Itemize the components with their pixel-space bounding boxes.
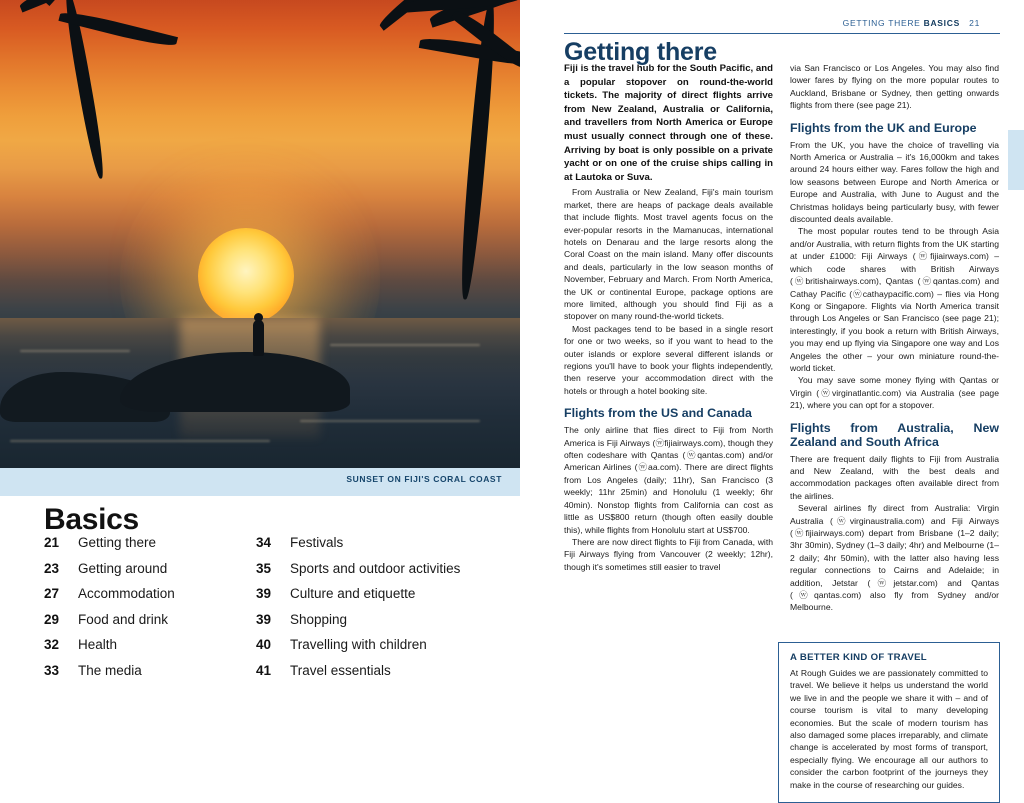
feature-box-title: A BETTER KIND OF TRAVEL — [790, 652, 927, 663]
list-item[interactable] — [256, 637, 468, 663]
running-head-section: GETTING THERE — [842, 18, 924, 28]
body-paragraph: From the UK, you have the choice of travelling via North America or Australia – it's 16,000km and takes around 24 hours either way. Fares follow the high and low seasons between Europe and North America or Europe and Australia, with June to August and the Christmas holidays being particularly busy, with fewer discounted deals available. — [790, 139, 999, 225]
list-item[interactable] — [256, 612, 468, 638]
column-1 — [564, 62, 773, 614]
body-paragraph: The most popular routes tend to be through Asia and/or Australia, with return flights from the UK starting at under £1000: Fiji Airways (ⓦfijiairways.com) – which code shares with British Airways (ⓦbritishairways.com), Qantas (ⓦqantas.com) and Cathay Pacific (ⓦcathaypacific.com) – flies via Hong Kong or Singapore. Flights via North America transit through Los Angeles or San Francisco (see page 21); interestingly, if you book a return with British Airways, you may end up flying via Singapore one way and Los Angeles the other – your own miniature round-the-world ticket. — [790, 226, 999, 373]
heading-flights-us-canada: Flights from the US and Canada — [564, 406, 752, 421]
body-paragraph: Several airlines fly direct from Australia: Virgin Australia (ⓦvirginaustralia.com) and Fiji Airways (ⓦfijiairways.com) depart from Brisbane (1–2 daily; 3hr 30min), Sydney (1–3 daily; 4hr) and Melbourne (1–2 daily; 4hr 50min), with the latter also having less regular connections to Cairns and Adelaide; in addition, Jetstar (ⓦjetstar.com) and Qantas (ⓦqantas.com) also fly from Sydney and/or Melbourne. — [790, 503, 999, 613]
body-paragraph: You may save some money flying with Qantas or Virgin (ⓦvirginatlantic.com) via Australia (see page 21), where you can opt for a stopover. — [790, 375, 999, 411]
wave-line — [330, 344, 480, 346]
sun — [198, 228, 294, 324]
table-of-contents — [44, 535, 494, 688]
toc-column-right — [256, 535, 468, 688]
running-head-chapter: BASICS — [923, 18, 960, 28]
toc-label: Getting there — [78, 535, 157, 550]
toc-label: Accommodation — [78, 586, 175, 601]
heading-flights-australia-nz-sa: Flights from Australia, New Zealand and South Africa — [790, 420, 999, 449]
palm-frond — [41, 0, 117, 6]
wave-line — [20, 350, 130, 352]
sunset-photograph — [0, 0, 520, 468]
list-item[interactable] — [256, 535, 468, 561]
body-paragraph: via San Francisco or Los Angeles. You may also find lower fares by flying on the more popular routes to Auckland, Brisbane or Sydney, then getting onwards flights from there (see page 21). — [790, 63, 999, 111]
wave-line — [300, 420, 480, 422]
heading-flights-uk-europe: Flights from the UK and Europe — [790, 120, 977, 135]
toc-page-number: 29 — [44, 611, 60, 627]
caption-bar-left-fill — [0, 468, 146, 496]
toc-label: The media — [78, 662, 142, 678]
body-paragraph: Most packages tend to be based in a single resort for one or two weeks, so if you want to head to the outer islands or explore several different islands or regions you'll have to book your flights independently, then reserve your accommodation direct with the hotels or through a hotel booking site. — [564, 323, 773, 396]
toc-page-number: 39 — [256, 586, 272, 601]
toc-label: Health — [78, 637, 118, 652]
toc-page-number: 33 — [44, 662, 60, 678]
toc-page-number: 32 — [44, 637, 60, 652]
page-number: 21 — [969, 18, 980, 28]
toc-page-number: 34 — [256, 535, 272, 550]
toc-label: Shopping — [290, 611, 348, 627]
header-rule — [564, 33, 1000, 34]
toc-page-number: 39 — [256, 611, 272, 627]
toc-label: Travel essentials — [290, 662, 391, 678]
feature-box-body: At Rough Guides we are passionately committed to travel. We believe it helps us understand the world we live in and the people we share it with – and of course tourism is vital to many developing economies. But the scale of modern tourism has also damaged some places irreparably, and climate change is accelerated by most forms of transport, especially flying. We encourage all our authors to consider the carbon footprint of the journeys they make in the course of researching our guides. — [790, 668, 988, 790]
running-head — [843, 18, 980, 28]
section-tab-marker — [1008, 130, 1024, 190]
list-item[interactable] — [44, 561, 256, 587]
right-page — [520, 0, 1024, 790]
toc-page-number: 21 — [44, 535, 60, 550]
left-page — [0, 0, 520, 786]
toc-page-number: 41 — [256, 662, 272, 678]
list-item[interactable] — [256, 561, 468, 587]
list-item[interactable] — [256, 663, 468, 689]
body-paragraph: There are frequent daily flights to Fiji from Australia and New Zealand, with the best deals and accommodation packages often available direct from the airlines. — [790, 453, 999, 501]
toc-label: Festivals — [290, 535, 344, 550]
silhouetted-person — [253, 320, 264, 356]
text-columns — [564, 62, 1000, 614]
page-title: Getting there — [564, 38, 717, 66]
list-item[interactable] — [44, 637, 256, 663]
toc-label: Travelling with children — [290, 637, 427, 652]
photo-caption: SUNSET ON FIJI'S CORAL COAST — [346, 474, 502, 484]
toc-page-number: 23 — [44, 560, 60, 576]
toc-page-number: 27 — [44, 586, 60, 601]
toc-label: Food and drink — [78, 611, 169, 627]
section-title: Basics — [44, 503, 139, 536]
toc-page-number: 35 — [256, 560, 272, 576]
toc-page-number: 40 — [256, 637, 272, 652]
toc-column-left — [44, 535, 256, 688]
feature-box — [778, 642, 1000, 803]
intro-paragraph: Fiji is the travel hub for the South Pacific, and a popular stopover on round-the-world tickets. The majority of direct flights arrive from New Zealand, Australia or California, and travellers from North America or Europe must usually connect through one of these. Arriving by boat is only possible on a private yacht or on one of the cruise ships calling in at Lautoka or Suva. — [564, 63, 773, 183]
body-paragraph: From Australia or New Zealand, Fiji's main tourism market, there are heaps of package deals available that include flights. Most travel agents focus on the ever-popular resorts in the Mamanucas, international hotels on Denarau and the large resorts along the Coral Coast on the main island. Many offer discounts and deals, particularly in the low season months of November, February and March. From North America, the UK or continental Europe, package options are more limited, although you should find Fiji as a stopover on many round-the-world tickets. — [564, 187, 773, 322]
list-item[interactable] — [44, 586, 256, 612]
list-item[interactable] — [256, 586, 468, 612]
column-2 — [790, 62, 999, 614]
list-item[interactable] — [44, 535, 256, 561]
body-paragraph: The only airline that flies direct to Fiji from North America is Fiji Airways (ⓦfijiairways.com), though they often codeshare with Qantas (ⓦqantas.com) and/or American Airlines (ⓦaa.com). There are direct flights from Los Angeles (daily; 11hr), San Francisco (3 weekly; 11hr 25min) and Honolulu (1 weekly; 6hr 40min). Nonstop flights from California can cost as little as US$800 return (though often easily double this), while flights from Honolulu start at US$700. — [564, 425, 773, 535]
list-item[interactable] — [44, 663, 256, 689]
toc-label: Getting around — [78, 560, 168, 576]
list-item[interactable] — [44, 612, 256, 638]
wave-line — [10, 440, 270, 442]
toc-label: Sports and outdoor activities — [290, 560, 461, 576]
body-paragraph: There are now direct flights to Fiji from Canada, with Fiji Airways flying from Vancouver (2 weekly; 12hr), though it's sometimes still easier to travel — [564, 536, 773, 572]
toc-label: Culture and etiquette — [290, 586, 416, 601]
